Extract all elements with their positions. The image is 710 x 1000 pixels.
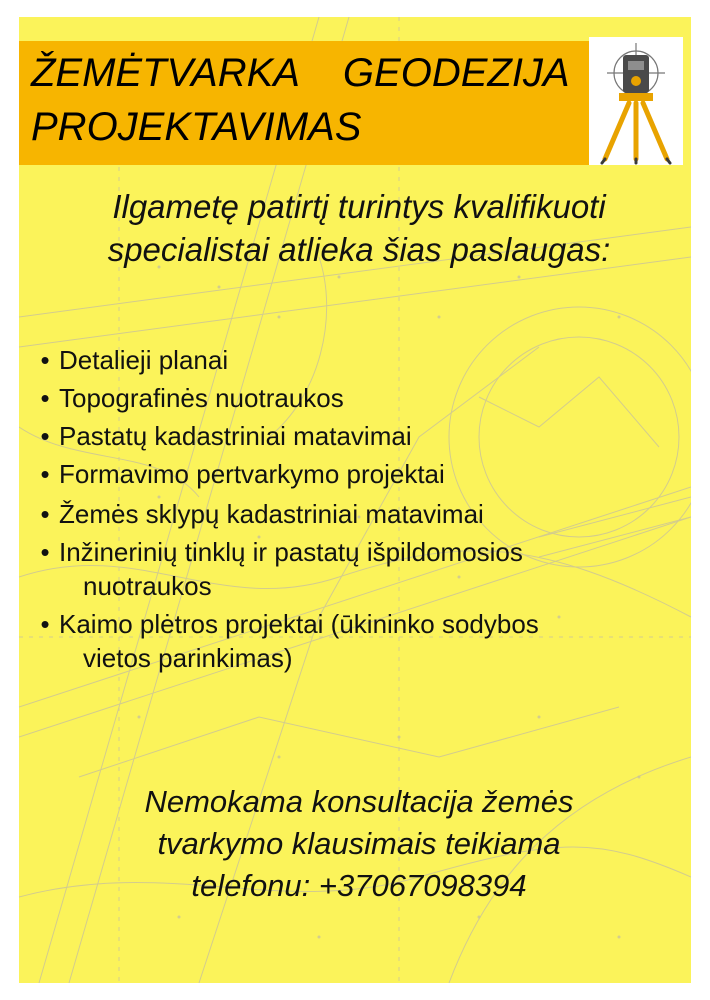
- title-banner: [19, 41, 613, 165]
- phone-number-line: telefonu: +37067098394: [191, 868, 527, 903]
- service-text: Žemės sklypų kadastriniai matavimai: [59, 499, 484, 529]
- service-text: Formavimo pertvarkymo projektai: [59, 459, 445, 489]
- service-text-continued: vietos parinkimas): [83, 643, 293, 673]
- consultation-note: [29, 781, 689, 907]
- consultation-line-2: tvarkymo klausimais teikiama: [157, 826, 561, 861]
- intro-line-2: specialistai atlieka šias paslaugas:: [107, 231, 611, 268]
- service-text: Detalieji planai: [59, 345, 229, 375]
- bullet-icon: •: [40, 609, 50, 639]
- service-text-continued: nuotraukos: [83, 571, 212, 601]
- bullet-icon: •: [40, 345, 50, 375]
- title-line-services: ŽEMĖTVARKA GEODEZIJA: [31, 51, 570, 95]
- consultation-line-1: Nemokama konsultacija žemės: [144, 784, 574, 819]
- service-item: [33, 343, 691, 377]
- intro-text: [39, 185, 679, 271]
- service-item: [33, 497, 691, 531]
- flyer: [19, 17, 691, 983]
- service-item: [33, 419, 691, 453]
- title-line-design: PROJEKTAVIMAS: [31, 105, 362, 149]
- intro-line-1: Ilgametę patirtį turintys kvalifikuoti: [112, 188, 606, 225]
- service-text: Inžinerinių tinklų ir pastatų išpildomosios: [59, 537, 523, 567]
- service-item: [33, 457, 691, 491]
- service-text: Kaimo plėtros projektai (ūkininko sodybos: [59, 609, 539, 639]
- bullet-icon: •: [40, 383, 50, 413]
- service-text: Topografinės nuotraukos: [59, 383, 344, 413]
- bullet-icon: •: [40, 421, 50, 451]
- service-item: [33, 381, 691, 415]
- service-item: [33, 535, 691, 603]
- service-item: [33, 607, 691, 675]
- services-list: [33, 343, 691, 679]
- bullet-icon: •: [40, 499, 50, 529]
- theodolite-tripod-icon: [589, 37, 683, 165]
- bullet-icon: •: [40, 459, 50, 489]
- service-text: Pastatų kadastriniai matavimai: [59, 421, 412, 451]
- bullet-icon: •: [40, 537, 50, 567]
